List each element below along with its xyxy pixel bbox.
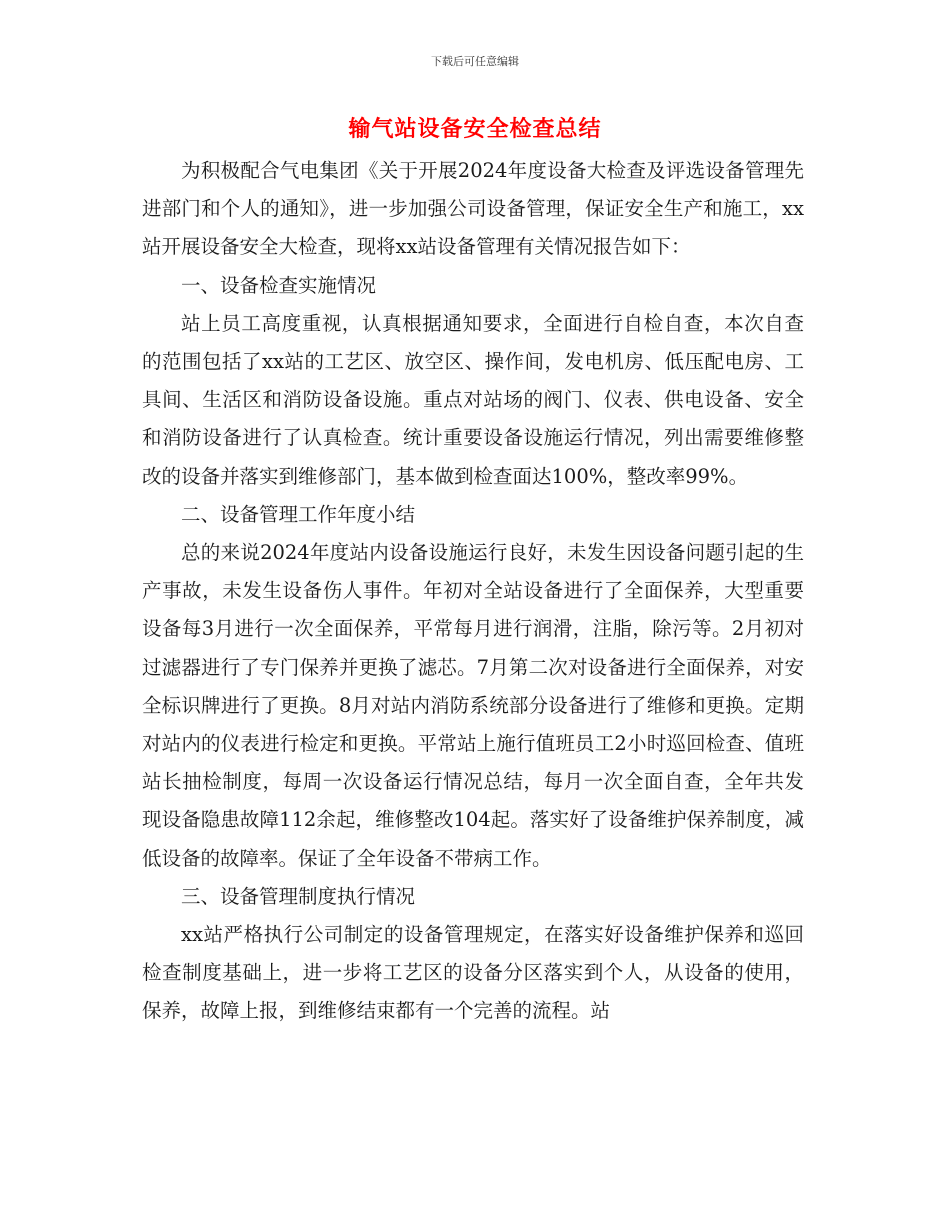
intro-paragraph: 为积极配合气电集团《关于开展2024年度设备大检查及评选设备管理先进部门和个人的通知》，进一步加强公司设备管理，保证安全生产和施工，xx站开展设备安全大检查，现将xx站设备管理有关情况报告如下：: [142, 159, 804, 259]
section-heading-2: 二、设备管理工作年度小结: [181, 502, 416, 526]
section-paragraph-2: 总的来说2024年度站内设备设施运行良好，未发生因设备问题引起的生产事故，未发生设备伤人事件。年初对全站设备进行了全面保养，大型重要设备每3月进行一次全面保养，平常每月进行润滑，注脂，除污等。2月初对过滤器进行了专门保养并更换了滤芯。7月第二次对设备进行全面保养，对安全标识牌进行了更换。8月对站内消防系统部分设备进行了维修和更换。定期对站内的仪表进行检定和更换。平常站上施行值班员工2小时巡回检查、值班站长抽检制度，每周一次设备运行情况总结，每月一次全面自查，全年共发现设备隐患故障112余起，维修整改104起。落实好了设备维护保养制度，减低设备的故障率。保证了全年设备不带病工作。: [142, 541, 804, 870]
section-paragraph-1: 站上员工高度重视，认真根据通知要求，全面进行自检自查，本次自查的范围包括了xx站的工艺区、放空区、操作间，发电机房、低压配电房、工具间、生活区和消防设备设施。重点对站场的阀门、仪表、供电设备、安全和消防设备进行了认真检查。统计重要设备设施运行情况，列出需要维修整改的设备并落实到维修部门，基本做到检查面达100%，整改率99%。: [142, 311, 804, 488]
document-title: 输气站设备安全检查总结: [348, 116, 602, 142]
section-paragraph-3: xx站严格执行公司制定的设备管理规定，在落实好设备维护保养和巡回检查制度基础上，进一步将工艺区的设备分区落实到个人，从设备的使用，保养，故障上报，到维修结束都有一个完善的流程。站: [142, 923, 804, 1023]
header-note: 下载后可任意编辑: [431, 55, 519, 68]
section-heading-1: 一、设备检查实施情况: [181, 273, 377, 297]
section-heading-3: 三、设备管理制度执行情况: [181, 884, 416, 908]
document-body: [142, 152, 804, 1031]
